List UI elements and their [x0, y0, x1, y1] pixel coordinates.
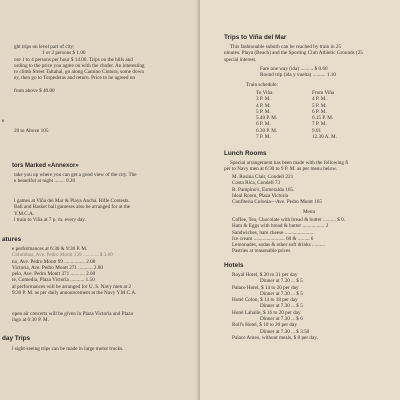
text-line: l sight-seeing trips can be made in large motor trucks.: [12, 346, 124, 352]
list-item: Royal Hotel, $ 20 to 31 per day: [232, 272, 298, 278]
sunday-trips-heading: day Trips: [2, 335, 31, 342]
menu-label: Menu: [302, 209, 316, 215]
text-line: ght trips on level part of city;: [14, 44, 75, 50]
fares-block: [260, 66, 336, 79]
table-cell: 5.40 P. M.: [256, 115, 278, 122]
text-line: al performances will be arranged for U. S. Navy men at 2: [12, 283, 132, 290]
text-line: ingo at 6:30 P. M.: [12, 317, 49, 324]
list-item: Hotel Lahalle, $ 16 to 20 per day: [232, 309, 301, 316]
lunch-places-list: [232, 174, 322, 205]
text-line: ey, then go to Torpederas and return. Price to be agreed on: [14, 75, 135, 82]
lunch-intro: [224, 160, 348, 173]
text-line: per to Navy men at 6:30 to 9 P. M. as per menu below.: [224, 166, 337, 173]
text-line: to climb Street Taltahal, go along Camino Cintura, some down: [14, 69, 144, 76]
elevators-block: [14, 172, 137, 185]
table-cell: 4 P. M.: [256, 102, 271, 109]
list-item: M. Rosina Clair, Condell 221: [232, 174, 294, 180]
list-item: Dinner at 7.30 ... $ 5: [260, 278, 303, 285]
table-cell: 5 P. M.: [312, 102, 327, 109]
table-cell: 12.30 A. M.: [312, 134, 337, 141]
menu-list: [232, 217, 345, 255]
list-item: Dinner at 7.30 ... $ 6: [260, 316, 303, 323]
list-item: Dinner at 7.30 ... $ 5: [260, 290, 303, 297]
text-line: 20 to Above 105: [14, 128, 49, 135]
text-line: Ball and Basket ball gameses also be arranged for at the: [14, 204, 131, 211]
text-line: ninutes. Playa (Beach) and the Sporting Club Athletic Grounds (25: [224, 50, 363, 57]
sports-block: [14, 198, 130, 223]
list-item: Coffee, Tea, Chocolate with bread & butter .......... $ 0.: [232, 217, 345, 223]
table-cell: 3 P. M.: [256, 96, 271, 103]
text-line: s: [2, 118, 5, 124]
text-line: special interest.: [224, 56, 257, 63]
text-line: Columbus, Ave. Pedro Montt 139 ............ $ 3.00: [12, 252, 113, 259]
hotels-heading: Hotels: [224, 262, 244, 269]
text-line: ore 1 to 4 persons per hour $ 14.00. Trips on the hills and: [14, 56, 133, 63]
list-item: Roll's Hotel, $ 10 to 20 per day: [232, 322, 297, 329]
text-line: te, Comedia, Plaza Victoria ........... 1.50: [12, 277, 95, 284]
list-item: Palace Hotel, $ 14 to 20 per day: [232, 284, 299, 291]
list-item: Ice cream ........................ 60 & ......... 6: [232, 235, 314, 242]
section-rates: [2, 118, 48, 135]
text-line: e beautiful at night ........ 0.20: [14, 178, 76, 185]
list-item: Lemonades, sodas & other soft drinks ..........: [232, 242, 325, 249]
table-cell: 6 P. M.: [312, 108, 327, 115]
intro-block: [14, 44, 145, 94]
train-schedule-table: [256, 90, 362, 140]
theatres-block: [12, 246, 136, 296]
table-cell: 6.15 P. M.: [312, 115, 334, 122]
theatres-heading: atures: [2, 236, 22, 243]
list-item: Ideal Room, Plaza Victoria: [232, 192, 289, 199]
table-cell: 7 P. M.: [256, 134, 271, 141]
list-item: B. Pampino's, Esmeralda 165.: [232, 186, 295, 193]
text-line: from above $ 40.00: [14, 88, 55, 95]
text-line: no, Ave. Pedro Montt 99 ................ 2.00: [12, 258, 96, 265]
elevators-heading: tors Marked «Annexor»: [12, 163, 79, 169]
table-cell: 4 P. M.: [312, 96, 327, 103]
text-line: This fashionable suburb can be reached by train in 25: [230, 44, 342, 50]
table-cell: 6 P. M.: [256, 121, 271, 128]
table-row: [256, 134, 362, 140]
text-line: Special arrangement has been made with the following fi: [230, 160, 349, 166]
table-header: To Viña: [256, 90, 273, 96]
text-line: 1 or 2 persons $ 1.00: [42, 50, 86, 57]
trips-vina-intro: [224, 44, 363, 63]
text-line: Victoria, Ave. Pedro Montt 271 ........... 2.00: [12, 264, 103, 271]
schedule-label: Train schedule:: [246, 82, 278, 88]
text-line: l games at Viña del Mar & Playa Ancha. Rifle Contests.: [14, 198, 130, 204]
table-cell: 5 P. M.: [256, 108, 271, 115]
lunch-rooms-heading: Lunch Rooms: [224, 150, 267, 157]
text-line: Fare one way (ida) .......... $ 0.60: [260, 66, 328, 72]
list-item: Hotel Colon, $ 14 to 18 per day: [232, 297, 298, 304]
text-line: Round trip (ida y vuelta) .......... 1.10: [260, 72, 336, 79]
list-item: Sandwiches, ham cheese ......................: [232, 229, 314, 236]
text-line: pelo, Ave. Pedro Montt 371 ........... 2.00: [12, 271, 96, 278]
text-line: ording to the price you agree on with the chofer. An interesting: [14, 62, 145, 69]
text-line: 9:30 P. M. as per daily announcement at the Navy Y.M.C.A.: [12, 290, 137, 297]
hotels-list: [232, 272, 318, 341]
text-line: e performances at 6:30 & 9:30 P. M.: [12, 246, 88, 252]
table-cell: 9.01: [312, 127, 322, 134]
sunday-trips-block: [12, 346, 123, 352]
trips-vina-heading: Trips to Viña del Mar: [224, 34, 287, 41]
list-item: Dinner at 7.30 ... $ 3.50: [260, 328, 310, 335]
table-cell: 7 P. M.: [312, 121, 327, 128]
list-item: Pastries at reasonable prices: [232, 248, 291, 255]
table-header: From Viña: [312, 90, 335, 96]
right-page: [200, 0, 400, 400]
text-line: take you up where you can get a good view of the city. The: [14, 172, 137, 178]
list-item: Palace Ameo, without meals, $ 8 per day.: [232, 334, 318, 341]
table-cell: 6.30 P. M.: [256, 127, 278, 134]
list-item: Costa Rica, Condell 73: [232, 180, 281, 187]
list-item: Confiteria Colonia—Ave. Pedro Montt 165: [232, 199, 322, 206]
list-item: Ham & Eggs with bread & butter ................. 2: [232, 223, 329, 230]
text-line: Y.M.C.A.: [14, 210, 35, 217]
concerts-block: [12, 311, 133, 324]
list-item: Dinner at 7.30 ... $ 5: [260, 303, 303, 310]
text-line: open air concerts will be given in Plaza Victoria and Plaza: [12, 311, 133, 317]
text-line: l train to Viña at 7 p. m. every day.: [14, 216, 86, 223]
